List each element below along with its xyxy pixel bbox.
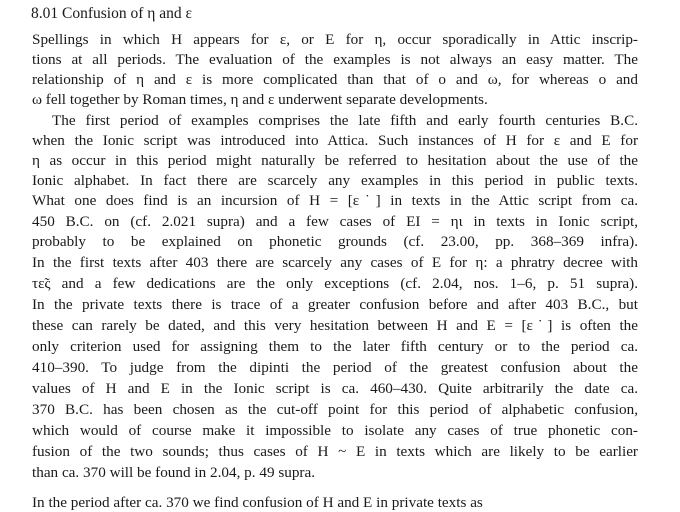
paragraph-line: The first period of examples comprises the late fifth and early fourth centuries B.C. — [52, 112, 638, 129]
paragraph-line: Ionic alphabet. In fact there are scarcely any examples in this period in public texts. — [32, 172, 638, 189]
paragraph-line: tions at all periods. The evaluation of the examples is not always an easy matter. The — [32, 51, 638, 68]
paragraph-line: In the private texts there is trace of a greater confusion before and after 403 B.C., but — [32, 296, 638, 313]
paragraph-line: than ca. 370 will be found in 2.04, p. 49 supra. — [32, 464, 316, 481]
paragraph-line: 410–390. To judge from the dipinti the period of the greatest confusion about the — [32, 359, 638, 376]
paragraph-line: which would of course make it impossible to isolate any cases of true phonetic con- — [32, 422, 638, 439]
paragraph-line: 450 B.C. on (cf. 2.021 supra) and a few cases of EI = ηι in texts in Ionic script, — [32, 213, 638, 230]
cropped-line-text: In the period after ca. 370 we find confusion of H and E in private texts as — [32, 494, 483, 511]
paragraph-line: these can rarely be dated, and this very hesitation between H and E = [ε˙] is often the — [32, 317, 638, 334]
paragraph-line: What one does find is an incursion of H = [ε˙] in texts in the Attic script from ca. — [32, 192, 638, 209]
paragraph-line: values of H and E in the Ionic script is ca. 460–430. Quite arbitrarily the date ca. — [32, 380, 638, 397]
cropped-line — [32, 492, 638, 512]
paragraph-line: ω fell together by Roman times, η and ε underwent separate developments. — [32, 91, 488, 108]
paragraph-line: Spellings in which H appears for ε, or E for η, occur sporadically in Attic inscrip- — [32, 31, 638, 48]
paragraph-line: only criterion used for assigning them to the later fifth century or to the period ca. — [32, 338, 638, 355]
paragraph-line: η as occur in this period might naturally be referred to hesitation about the use of the — [32, 152, 638, 169]
paragraph-line: when the Ionic script was introduced into Attica. Such instances of H for ε and E for — [32, 132, 638, 149]
paragraph-line: probably to be explained on phonetic grounds (cf. 23.00, pp. 368–369 infra). — [32, 233, 638, 250]
paragraph-line: relationship of η and ε is more complicated than that of ο and ω, for whereas ο and — [32, 71, 638, 88]
paragraph-line: τε̃ς and a few dedications are the only exceptions (cf. 2.04, nos. 1–6, p. 51 supra). — [32, 275, 638, 292]
paragraph-line: fusion of the two sounds; thus cases of H ~ E in texts which are likely to be earlier — [32, 443, 638, 460]
section-heading: 8.01 Confusion of η and ε — [31, 5, 192, 22]
paragraph-line: In the first texts after 403 there are scarcely any cases of E for η: a phratry decree with — [32, 254, 638, 271]
paragraph-line: 370 B.C. has been chosen as the cut-off point for this period of alphabetic confusion, — [32, 401, 638, 418]
